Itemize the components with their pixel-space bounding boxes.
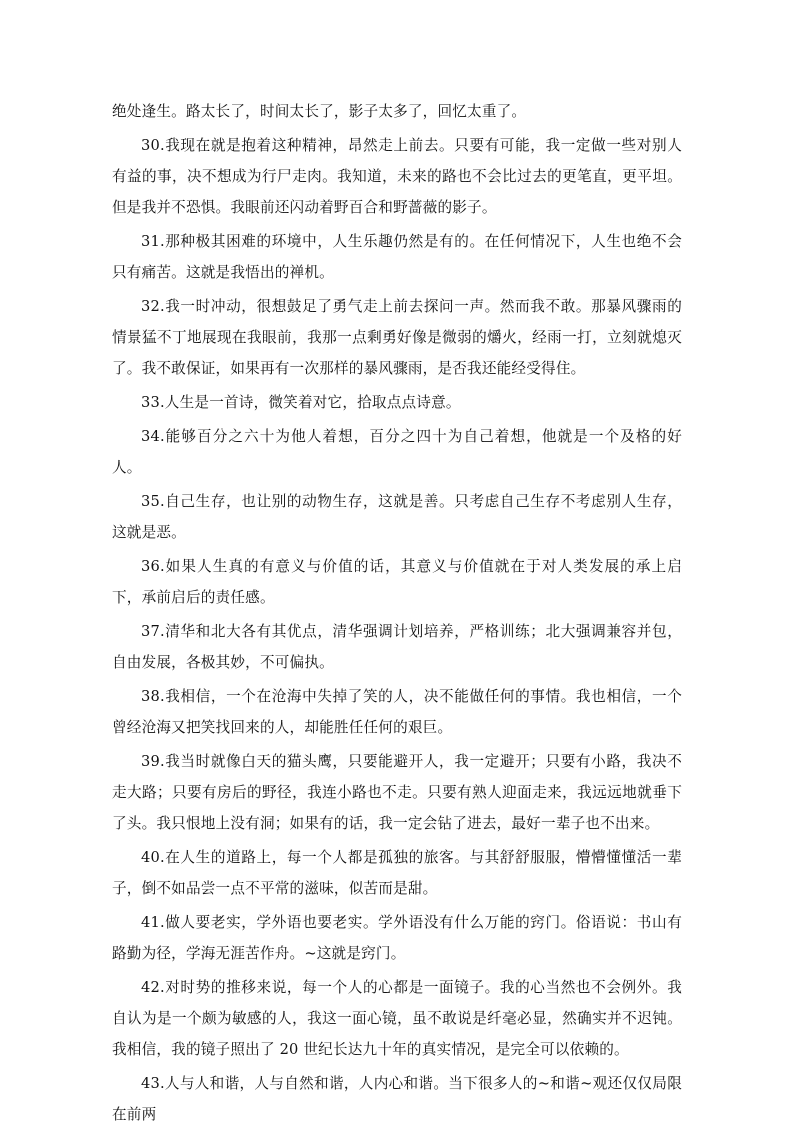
paragraph: 31.那种极其困难的环境中，人生乐趣仍然是有的。在任何情况下，人生也绝不会只有痛苦。这就是我悟出的禅机。	[112, 233, 682, 281]
paragraph: 33.人生是一首诗，微笑着对它，拾取点点诗意。	[141, 394, 461, 411]
document-body	[112, 96, 682, 1133]
paragraph: 绝处逢生。路太长了，时间太长了，影子太多了，回忆太重了。	[112, 103, 527, 120]
paragraph: 40.在人生的道路上，每一个人都是孤独的旅客。与其舒舒服服，懵懵懂懂活一辈子，倒不如品尝一点不平常的滋味，似苦而是甜。	[112, 849, 682, 897]
paragraph: 32.我一时冲动，很想鼓足了勇气走上前去探问一声。然而我不敢。那暴风骤雨的情景猛不丁地展现在我眼前，我那一点剩勇好像是微弱的爝火，经雨一打，立刻就熄灭了。我不敢保证，如果再有一次那样的暴风骤雨，是否我还能经受得住。	[112, 298, 682, 377]
paragraph: 42.对时势的推移来说，每一个人的心都是一面镜子。我的心当然也不会例外。我自认为是一个颇为敏感的人，我这一面心镜，虽不敢说是纤毫必显，然确实并不迟钝。我相信，我的镜子照出了 20 世纪长达九十年的真实情况，是完全可以依赖的。	[112, 979, 682, 1058]
paragraph: 39.我当时就像白天的猫头鹰，只要能避开人，我一定避开；只要有小路，我决不走大路；只要有房后的野径，我连小路也不走。只要有熟人迎面走来，我远远地就垂下了头。我只恨地上没有洞；如果有的话，我一定会钻了进去，最好一辈子也不出来。	[112, 753, 682, 832]
paragraph: 36.如果人生真的有意义与价值的话，其意义与价值就在于对人类发展的承上启下，承前启后的责任感。	[112, 558, 682, 606]
paragraph: 30.我现在就是抱着这种精神，昂然走上前去。只要有可能，我一定做一些对别人有益的事，决不想成为行尸走肉。我知道，未来的路也不会比过去的更笔直，更平坦。但是我并不恐惧。我眼前还闪动着野百合和野蔷薇的影子。	[112, 137, 682, 216]
paragraph: 35.自己生存，也让别的动物生存，这就是善。只考虑自己生存不考虑别人生存，这就是恶。	[112, 493, 682, 541]
paragraph: 43.人与人和谐，人与自然和谐，人内心和谐。当下很多人的~和谐~观还仅仅局限在前两	[112, 1075, 682, 1123]
paragraph: 38.我相信，一个在沧海中失掉了笑的人，决不能做任何的事情。我也相信，一个曾经沧海又把笑找回来的人，却能胜任任何的艰巨。	[112, 688, 682, 736]
paragraph: 37.清华和北大各有其优点，清华强调计划培养，严格训练；北大强调兼容并包，自由发展，各极其妙，不可偏执。	[112, 623, 682, 671]
paragraph: 34.能够百分之六十为他人着想，百分之四十为自己着想，他就是一个及格的好人。	[112, 428, 682, 476]
paragraph: 41.做人要老实，学外语也要老实。学外语没有什么万能的窍门。俗语说：书山有路勤为径，学海无涯苦作舟。~这就是窍门。	[112, 914, 682, 962]
